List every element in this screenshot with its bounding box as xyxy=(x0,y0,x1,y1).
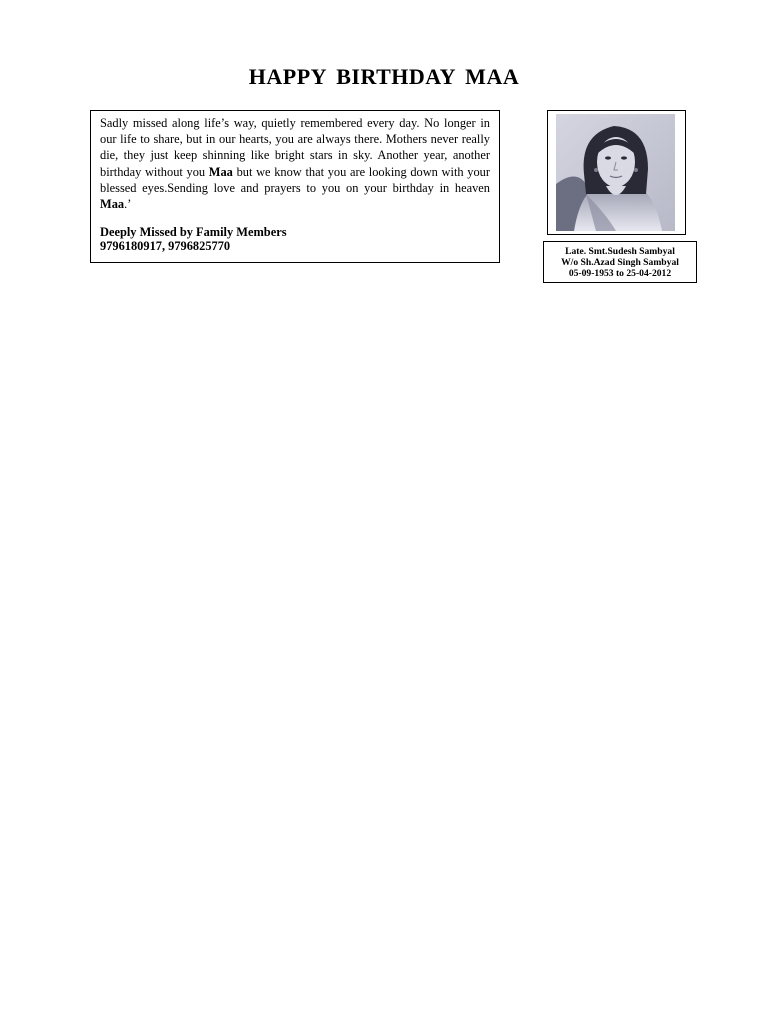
signature-line-family: Deeply Missed by Family Members xyxy=(100,225,287,240)
message-part-3: .’ xyxy=(124,197,132,212)
portrait-illustration xyxy=(556,114,675,231)
caption-dates: 05-09-1953 to 25-04-2012 xyxy=(568,268,672,279)
signature-line-phone: 9796180917, 9796825770 xyxy=(100,239,231,254)
caption-relation: W/o Sh.Azad Singh Sambyal xyxy=(561,257,679,268)
message-bold-maa-2: Maa xyxy=(100,197,125,212)
message-part-1: Sadly missed along life’s way, quietly remembered every day. No longer in our life to share, but in our hearts, you are always there. Mothers never really die, they just keep shinning like bright stars in sky. Another year, another birthday without you xyxy=(100,116,490,179)
message-bold-maa-1: Maa xyxy=(208,164,233,179)
photo-frame xyxy=(547,110,686,235)
photo-caption xyxy=(543,241,697,283)
page-title: HAPPY BIRTHDAY MAA xyxy=(248,64,520,89)
caption-name: Late. Smt.Sudesh Sambyal xyxy=(565,246,675,257)
message-part-2: but we know that you are looking down with your blessed eyes.Sending love and prayers to you on your birthday in heaven xyxy=(100,164,490,195)
message-box xyxy=(90,110,500,263)
signature-block xyxy=(100,225,490,253)
portrait-photo xyxy=(556,114,675,231)
message-text xyxy=(100,115,490,212)
